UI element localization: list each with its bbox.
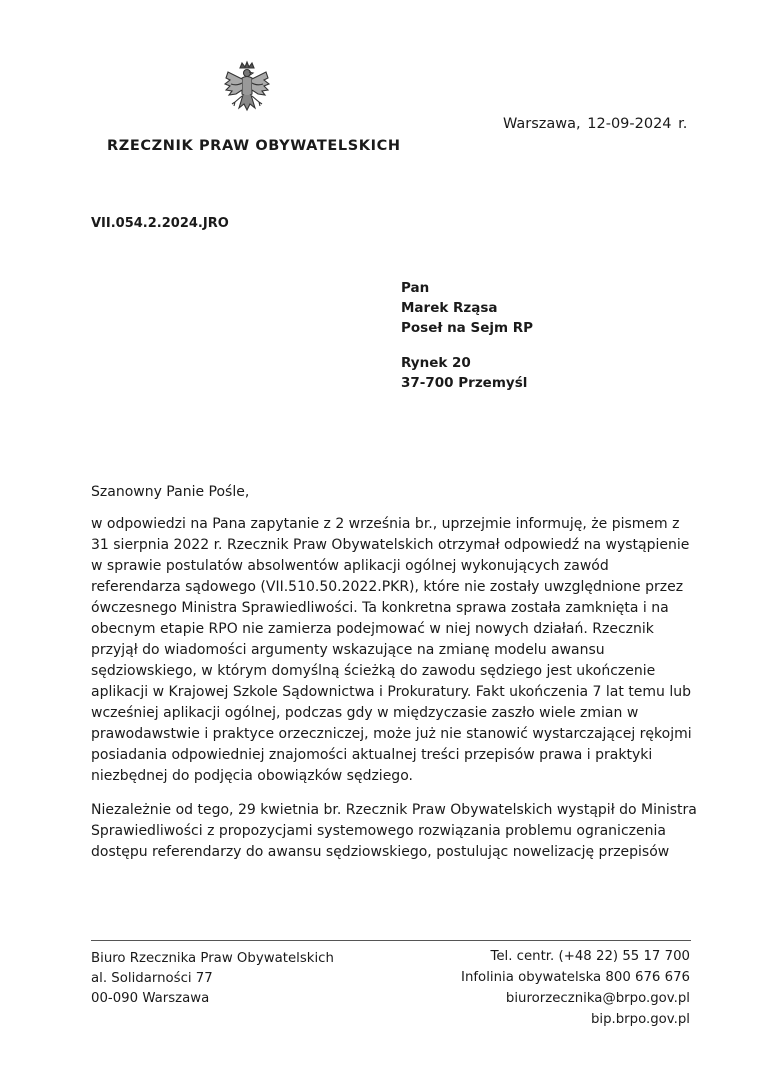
footer-address [91, 949, 334, 1009]
case-reference: VII.054.2.2024.JRO [91, 216, 229, 231]
institution-name: RZECZNIK PRAW OBYWATELSKICH [107, 138, 401, 154]
footer-divider [91, 940, 691, 941]
footer-city: 00-090 Warszawa [91, 991, 210, 1006]
footer-email: biurorzecznika@brpo.gov.pl [505, 991, 690, 1006]
salutation: Szanowny Panie Pośle, [91, 484, 250, 500]
footer-contact [461, 946, 690, 1030]
recipient-city: 37-700 Przemyśl [401, 375, 528, 391]
footer-phone: Tel. centr. (+48 22) 55 17 700 [490, 949, 690, 964]
body-paragraph: Niezależnie od tego, 29 kwietnia br. Rzecznik Praw Obywatelskich wystąpił do Ministra Sprawiedliwości z propozycjami systemowego rozwiązania problemu ograniczenia dostępu referendarzy do awansu sędziowskiego, postulując nowelizację przepisów [91, 802, 697, 860]
footer-website: bip.brpo.gov.pl [590, 1012, 690, 1027]
place-and-date: Warszawa, 12-09-2024 r. [503, 116, 688, 132]
footer-hotline: Infolinia obywatelska 800 676 676 [461, 970, 690, 985]
recipient-name: Marek Rząsa [401, 300, 498, 316]
recipient-street: Rynek 20 [401, 355, 471, 371]
recipient-address-block [401, 278, 533, 393]
letter-body [91, 514, 701, 876]
body-paragraph: w odpowiedzi na Pana zapytanie z 2 września br., uprzejmie informuję, że pismem z 31 sierpnia 2022 r. Rzecznik Praw Obywatelskich otrzymał odpowiedź na wystąpienie w sprawie postulatów absolwentów aplikacji ogólnej wykonujących zawód referendarza sądowego (VII.510.50.2022.PKR), które nie zostały uwzględnione przez ówczesnego Ministra Sprawiedliwości. Ta konkretna sprawa została zamknięta i na obecnym etapie RPO nie zamierza podejmować w niej nowych działań. Rzecznik przyjął do wiadomości argumenty wskazujące na zmianę modelu awansu sędziowskiego, w którym domyślną ścieżką do zawodu sędziego jest ukończenie aplikacji w Krajowej Szkole Sądownictwa i Prokuratury. Fakt ukończenia 7 lat temu lub wcześniej aplikacji ogólnej, podczas gdy w międzyczasie zaszło wiele zmian w prawodawstwie i praktyce orzeczniczej, może już nie stanowić wystarczającej rękojmi posiadania odpowiedniej znajomości aktualnej treści przepisów prawa i praktyki niezbędnej do podjęcia obowiązków sędziego. [91, 516, 692, 784]
recipient-title: Pan [401, 280, 430, 296]
footer-office: Biuro Rzecznika Praw Obywatelskich [91, 951, 334, 966]
polish-eagle-emblem-icon [222, 60, 272, 120]
recipient-position: Poseł na Sejm RP [401, 320, 534, 336]
footer-street: al. Solidarności 77 [91, 971, 213, 986]
